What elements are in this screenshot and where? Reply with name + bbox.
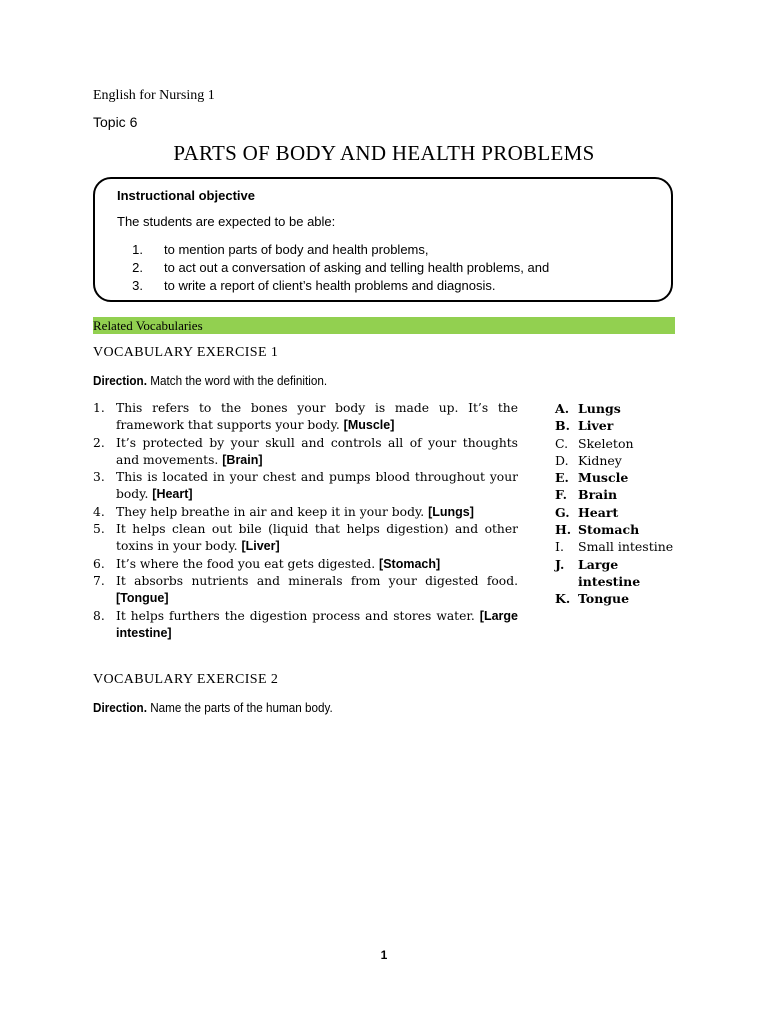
definition-number: 5. <box>93 522 105 537</box>
exercise-2-direction <box>93 700 333 715</box>
definition-number: 1. <box>93 401 105 415</box>
word-text: Large intestine <box>578 556 641 589</box>
word-item <box>555 452 675 469</box>
definition-number: 2. <box>93 435 105 450</box>
definition-text: It’s protected by your skull and controls all of your thoughts and movements. <box>116 435 518 467</box>
direction-text: Match the word with the definition. <box>146 373 328 388</box>
objective-item <box>117 277 549 295</box>
word-text: Brain <box>578 487 618 503</box>
exercise-1-direction <box>93 373 327 388</box>
definition-answer: [Tongue] <box>116 591 169 606</box>
definition-number: 8. <box>93 608 105 623</box>
definition-item <box>93 573 518 608</box>
word-text: Small intestine <box>578 539 674 555</box>
word-item <box>555 400 675 417</box>
word-letter: G. <box>555 504 570 520</box>
word-item <box>555 486 675 503</box>
definition-answer: [Brain] <box>222 452 263 467</box>
word-item <box>555 504 675 521</box>
definition-answer: [Lungs] <box>428 504 474 519</box>
definition-text: It helps clean out bile (liquid that helps digestion) and other toxins in your body. <box>116 522 518 554</box>
page-title: PARTS OF BODY AND HEALTH PROBLEMS <box>173 141 595 165</box>
definition-item <box>93 400 518 435</box>
definition-number: 6. <box>93 556 105 571</box>
definition-text: It absorbs nutrients and minerals from your digested food. <box>116 573 518 588</box>
definition-answer: [Liver] <box>241 539 280 554</box>
objective-intro: The students are expected to be able: <box>117 214 336 229</box>
word-letter: E. <box>555 470 569 486</box>
definition-number: 3. <box>93 470 105 485</box>
definition-item <box>93 608 518 643</box>
definition-number: 4. <box>93 504 105 519</box>
definition-text: It’s where the food you eat gets digested. <box>116 556 380 571</box>
word-letter: B. <box>555 418 570 434</box>
word-text: Skeleton <box>578 435 634 451</box>
word-letter: I. <box>555 539 564 555</box>
objective-item-text: to mention parts of body and health problems, <box>164 242 429 257</box>
word-list <box>555 400 675 608</box>
definition-item <box>93 504 518 521</box>
direction-label: Direction. <box>93 373 147 388</box>
word-text: Liver <box>578 418 614 434</box>
objective-item <box>117 241 549 259</box>
word-text: Tongue <box>578 591 630 607</box>
objective-box <box>93 177 673 302</box>
word-text: Kidney <box>578 452 622 468</box>
word-text: Lungs <box>578 401 621 416</box>
word-text: Stomach <box>578 522 640 538</box>
definition-text: This refers to the bones your body is made up. It’s the framework that supports your body. <box>116 401 518 433</box>
objective-item-number: 2. <box>132 260 143 275</box>
definition-item <box>93 469 518 504</box>
definition-answer: [Stomach] <box>379 556 441 571</box>
definition-number: 7. <box>93 573 105 588</box>
definition-list <box>93 400 518 642</box>
definition-answer: [Heart] <box>152 487 193 502</box>
section-heading-band: Related Vocabularies <box>93 317 675 334</box>
word-letter: D. <box>555 452 569 468</box>
word-item <box>555 417 675 434</box>
direction-text: Name the parts of the human body. <box>146 700 333 715</box>
objective-item-number: 3. <box>132 278 143 293</box>
definition-text: This is located in your chest and pumps blood throughout your body. <box>116 470 518 502</box>
word-item <box>555 556 675 591</box>
word-letter: C. <box>555 435 569 451</box>
word-letter: K. <box>555 591 571 607</box>
objective-item-number: 1. <box>132 242 143 257</box>
objective-item <box>117 259 549 277</box>
definition-item <box>93 556 518 573</box>
word-text: Muscle <box>578 470 629 486</box>
objective-heading: Instructional objective <box>117 188 255 203</box>
page-number: 1 <box>380 948 388 962</box>
direction-label: Direction. <box>93 700 147 715</box>
word-letter: F. <box>555 487 567 503</box>
word-item <box>555 435 675 452</box>
definition-answer: [Muscle] <box>343 418 395 433</box>
exercise-2-title: VOCABULARY EXERCISE 2 <box>93 672 279 687</box>
course-name: English for Nursing 1 <box>93 88 215 103</box>
definition-answer: [Large intestine] <box>116 608 518 640</box>
word-text: Heart <box>578 504 619 520</box>
word-letter: J. <box>555 556 565 572</box>
word-item <box>555 469 675 486</box>
definition-text: They help breathe in air and keep it in your body. <box>116 504 429 519</box>
word-item <box>555 538 675 555</box>
word-item <box>555 521 675 538</box>
definition-text: It helps furthers the digestion process and stores water. <box>116 608 480 623</box>
topic-number: Topic 6 <box>93 114 138 130</box>
objective-list <box>117 241 549 295</box>
word-letter: H. <box>555 522 572 538</box>
objective-item-text: to write a report of client’s health problems and diagnosis. <box>164 278 496 293</box>
definition-item <box>93 521 518 556</box>
exercise-1-title: VOCABULARY EXERCISE 1 <box>93 345 279 360</box>
word-letter: A. <box>555 401 570 416</box>
word-item <box>555 590 675 607</box>
definition-item <box>93 435 518 470</box>
objective-item-text: to act out a conversation of asking and telling health problems, and <box>164 260 550 275</box>
